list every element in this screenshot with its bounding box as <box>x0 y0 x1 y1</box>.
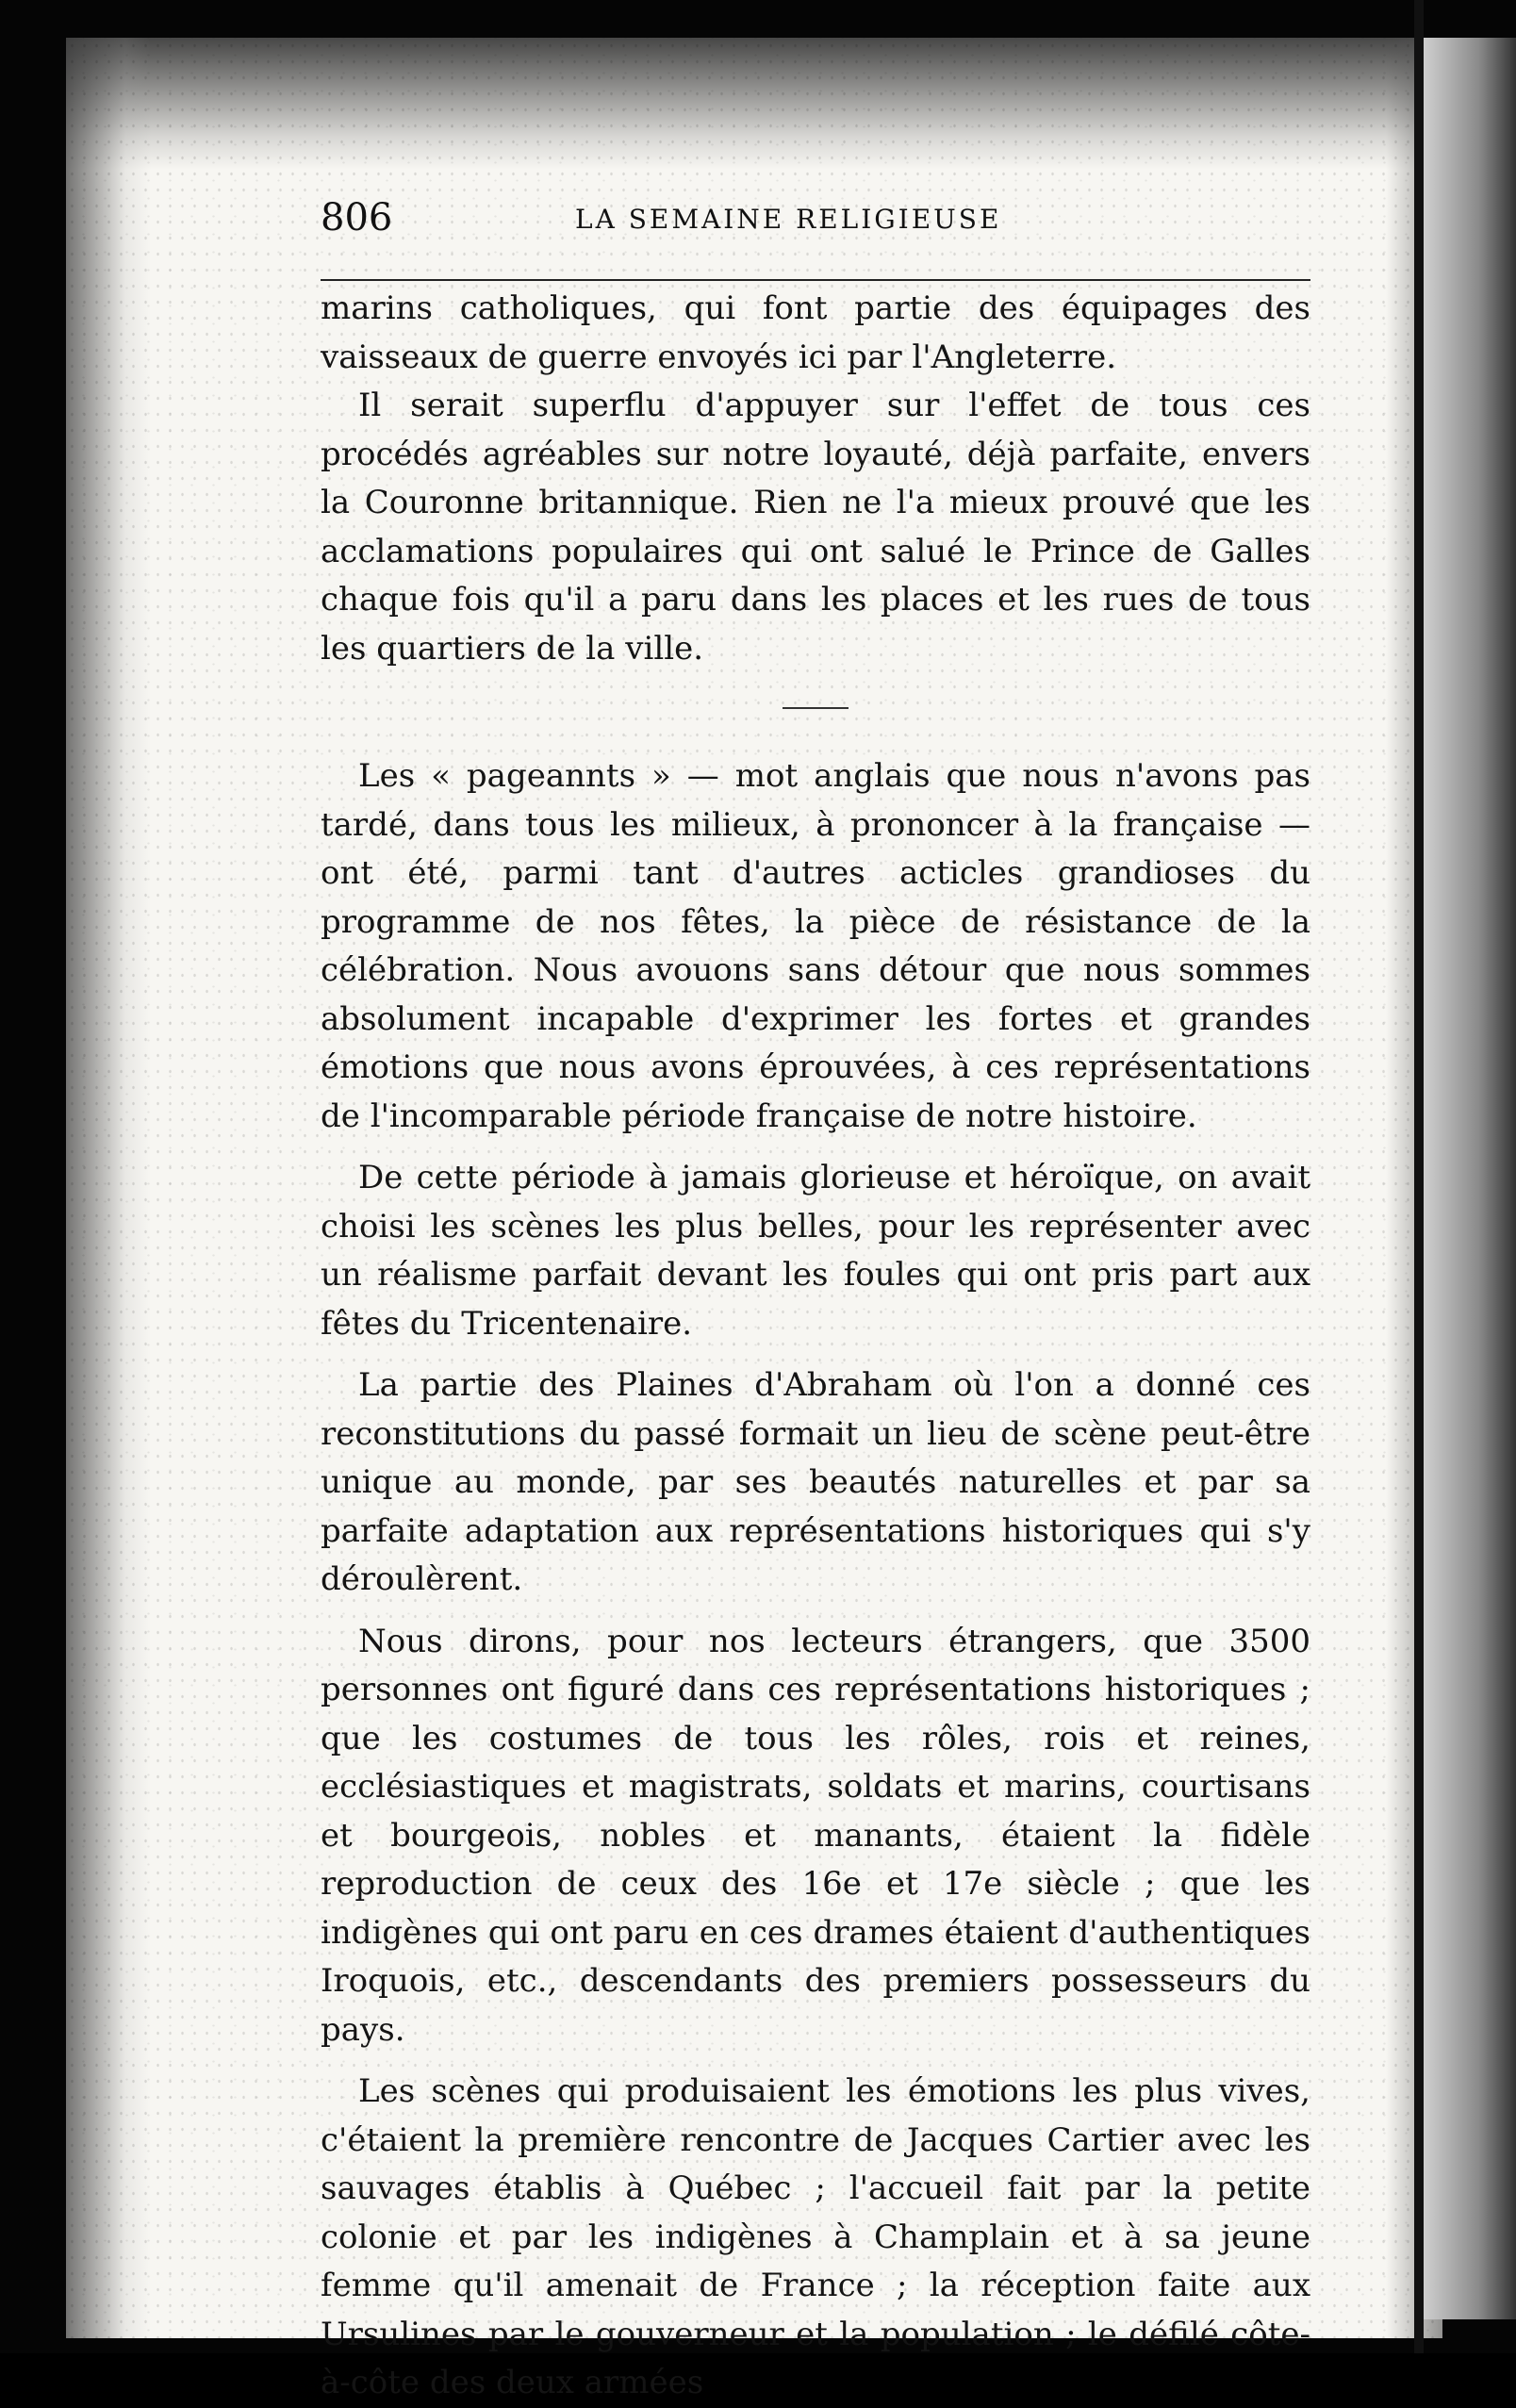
paragraph: Les « pageannts » — mot anglais que nous n'avons pas tardé, dans tous les milieux, à prononcer à la française — ont été, parmi tant d'autres acticles grandioses du programme de nos fêtes, la pièce de résistance de la célébration. Nous avouons sans détour que nous sommes absolument incapable d'exprimer les fortes et grandes émotions que nous avons éprouvées, à ces représentations de l'incomparable période française de notre histoire. <box>321 757 1310 1135</box>
paragraph: La partie des Plaines d'Abraham où l'on a donné ces reconstitutions du passé formait un lieu de scène peut-être unique au monde, par ses beautés naturelles et par sa parfaite adaptation aux représentations historiques qui s'y déroulèrent. <box>321 1366 1310 1598</box>
page-header <box>321 196 1310 253</box>
paragraph-continuation: marins catholiques, qui font partie des équipages des vaisseaux de guerre envoyés ici par l'Angleterre. <box>321 289 1310 376</box>
paragraph: Les scènes qui produisaient les émotions les plus vives, c'étaient la première rencontre de Jacques Cartier avec les sauvages établis à Québec ; l'accueil fait par la petite colonie et par les indigènes à Champlain et à sa jeune femme qu'il amenait de France ; la réception faite aux Ursulines par le gouverneur et la population ; le défilé côte-à-côte des deux armées <box>321 2072 1310 2401</box>
body-text <box>321 285 1310 2408</box>
running-title: LA SEMAINE RELIGIEUSE <box>575 204 1002 235</box>
paragraph: Nous dirons, pour nos lecteurs étrangers, que 3500 personnes ont figuré dans ces représentations historiques ; que les costumes de tous les rôles, rois et reines, ecclésiastiques et magistrats, soldats et marins, courtisans et bourgeois, nobles et manants, étaient la fidèle reproduction de ceux des 16e et 17e siècle ; que les indigènes qui ont paru en ces drames étaient d'authentiques Iroquois, etc., descendants des premiers possesseurs du pays. <box>321 1622 1310 2049</box>
top-scan-shadow <box>66 38 1442 170</box>
facing-page-edge <box>1424 38 1516 2319</box>
book-spine <box>1414 0 1424 2353</box>
paragraph: De cette période à jamais glorieuse et héroïque, on avait choisi les scènes les plus belles, pour les représenter avec un réalisme parfait devant les foules qui ont pris part aux fêtes du Tricentenaire. <box>321 1159 1310 1343</box>
book-page <box>66 38 1442 2401</box>
page-number: 806 <box>321 196 393 239</box>
header-rule <box>321 279 1310 281</box>
left-scan-shadow <box>66 38 151 2338</box>
paragraph: Il serait superflu d'appuyer sur l'effet de tous ces procédés agréables sur notre loyauté, déjà parfaite, envers la Couronne britannique. Rien ne l'a mieux prouvé que les acclamations populaires qui ont salué le Prince de Galles chaque fois qu'il a paru dans les places et les rues de tous les quartiers de la ville. <box>321 387 1310 668</box>
section-break-rule <box>783 707 849 709</box>
